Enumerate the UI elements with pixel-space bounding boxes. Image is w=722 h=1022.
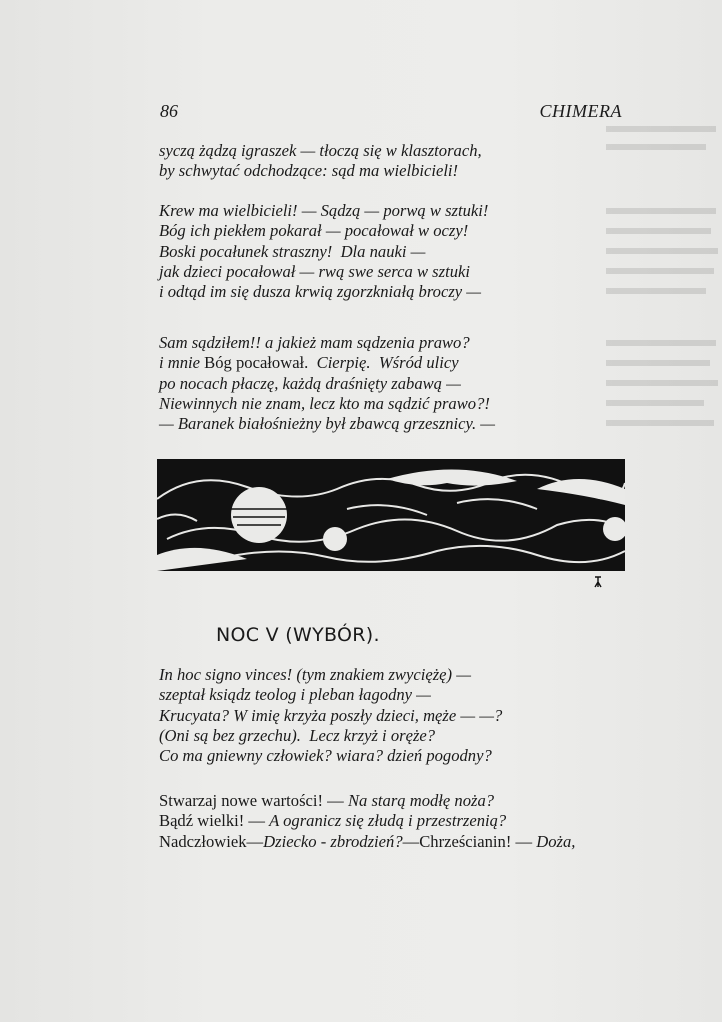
verse-line — [159, 374, 495, 394]
verse-line — [159, 242, 488, 262]
verse-line — [159, 414, 495, 434]
verse-segment: In hoc signo vinces! (tym znakiem zwyciężę) — — [159, 665, 471, 684]
verse-segment: by schwytać odchodzące: sąd ma wielbicieli! — [159, 161, 459, 181]
verse-segment: Stwarzaj nowe wartości! — — [159, 791, 348, 810]
stanza — [159, 791, 575, 852]
verse-segment: Na starą modłę noża? — [347, 791, 495, 810]
verse-segment: Sam sądziłem!! a jakież mam sądzenia prawo? — [159, 333, 470, 352]
show-through-text — [600, 118, 722, 448]
verse-segment: (Oni są bez grzechu). Lecz krzyż i oręże? — [159, 725, 436, 745]
illustrator-monogram — [594, 576, 602, 592]
verse-segment: Krew ma wielbicieli! — Sądzą — porwą w sztuki! — [159, 201, 489, 220]
verse-segment: A ogranicz się złudą i przestrzenią? — [269, 811, 507, 831]
verse-line — [159, 811, 575, 831]
verse-segment: — Baranek białośnieżny był zbawcą grzesznicy. — — [159, 414, 495, 434]
running-title: CHIMERA — [539, 101, 622, 121]
section-heading: NOC V (WYBÓR). — [216, 624, 380, 646]
stanza — [159, 333, 495, 434]
verse-line — [159, 141, 482, 161]
verse-segment: Boski pocałunek straszny! Dla nauki — — [159, 241, 426, 261]
verse-line — [159, 333, 495, 353]
stanza — [159, 201, 488, 302]
verse-line — [159, 746, 502, 766]
verse-segment: —Chrześcianin! — — [402, 831, 537, 851]
verse-segment: Nadczłowiek— — [159, 831, 264, 851]
verse-line — [159, 706, 502, 726]
verse-line — [159, 161, 482, 181]
stanza — [159, 665, 502, 766]
verse-line — [159, 726, 502, 746]
verse-segment: Bóg pocałował. — [204, 353, 309, 373]
verse-segment: Cierpię. Wśród ulicy — [308, 353, 459, 373]
verse-segment: Bóg ich piekłem pokarał — pocałował w oczy! — [159, 221, 469, 241]
page-number: 86 — [160, 101, 178, 121]
verse-line — [159, 353, 495, 373]
verse-line — [159, 262, 488, 282]
verse-line — [159, 221, 488, 241]
verse-segment: i mnie — [159, 353, 205, 373]
verse-segment: syczą żądzą igraszek — tłoczą się w klasztorach, — [159, 141, 482, 160]
verse-segment: Niewinnych nie znam, lecz kto ma sądzić prawo?! — [159, 393, 490, 413]
stanza — [159, 141, 482, 182]
verse-segment: szeptał ksiądz teolog i pleban łagodny — — [159, 685, 431, 705]
verse-line — [159, 832, 575, 852]
verse-line — [159, 685, 502, 705]
decorative-woodcut-illustration — [157, 459, 625, 571]
verse-segment: po nocach płaczę, każdą draśnięty zabawą — — [159, 373, 461, 393]
verse-segment: Krucyata? W imię krzyża poszły dzieci, męże — —? — [159, 705, 503, 725]
verse-segment: i odtąd im się dusza krwią zgorzkniałą broczy — — [159, 282, 482, 302]
verse-line — [159, 394, 495, 414]
verse-line — [159, 791, 575, 811]
verse-line — [159, 282, 488, 302]
verse-segment: jak dzieci pocałował — rwą swe serca w sztuki — [159, 261, 470, 281]
verse-line — [159, 665, 502, 685]
verse-segment: Doża, — [536, 831, 576, 851]
verse-segment: Bądź wielki! — — [159, 811, 270, 831]
verse-line — [159, 201, 488, 221]
verse-segment: Co ma gniewny człowiek? wiara? dzień pogodny? — [159, 746, 492, 766]
verse-segment: Dziecko - zbrodzień? — [263, 831, 403, 851]
